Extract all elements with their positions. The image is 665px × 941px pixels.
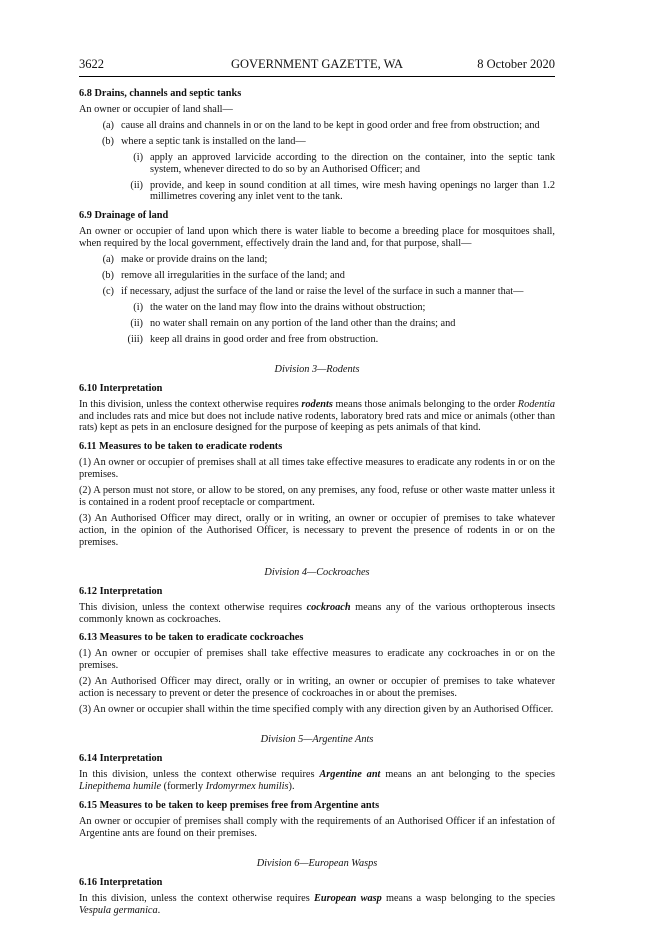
item-label: (ii) bbox=[130, 317, 143, 329]
section-6-16-heading: 6.16 Interpretation bbox=[79, 876, 163, 888]
item-label: (b) bbox=[101, 270, 114, 282]
species-name: Linepithema humile bbox=[79, 780, 162, 792]
item-label: (iii) bbox=[127, 333, 143, 345]
section-6-13-para-1: (1) An owner or occupier of premises shall take effective measures to eradicate any cockroaches in or on the premises. bbox=[79, 648, 555, 672]
section-6-8-item-a bbox=[79, 120, 555, 132]
section-6-9-item-c-i bbox=[79, 302, 555, 314]
item-label: (a) bbox=[102, 254, 114, 266]
item-text: apply an approved larvicide according to the direction on the container, into the septic tank system, whenever directed to do so by an Authorised Officer; and bbox=[150, 151, 555, 175]
publication-title: GOVERNMENT GAZETTE, WA bbox=[230, 57, 404, 71]
division-4-title: Division 4—Cockroaches bbox=[264, 566, 370, 578]
section-6-8-item-b-i bbox=[79, 152, 555, 176]
section-6-13-para-2: (2) An Authorised Officer may direct, orally or in writing, an owner or occupier of premises to take whatever action is necessary to prevent or deter the presence of cockroaches in or about the premises. bbox=[79, 676, 555, 700]
item-text: cause all drains and channels in or on the land to be kept in good order and free from obstruction; and bbox=[121, 119, 540, 131]
section-6-8-heading: 6.8 Drains, channels and septic tanks bbox=[79, 88, 242, 99]
division-6-title: Division 6—European Wasps bbox=[256, 857, 378, 869]
defined-term-rodents: rodents bbox=[301, 398, 333, 410]
section-6-9-item-a bbox=[79, 254, 555, 266]
section-6-10-text: In this division, unless the context otherwise requires rodents means those animals belonging to the order Rodentia and includes rats and mice but does not include native rodents, laboratory bred rats and mice or animals (other than rats) kept as pets in an enclosure designed for the purpose of keeping as pets animals of that kind. bbox=[79, 398, 555, 434]
section-6-12-text: This division, unless the context otherwise requires cockroach means any of the various orthopterous insects commonly known as cockroaches. bbox=[79, 601, 555, 625]
section-6-11-para-1: (1) An owner or occupier of premises shall at all times take effective measures to eradicate any rodents in or on the premises. bbox=[79, 457, 555, 481]
section-6-11-para-3: (3) An Authorised Officer may direct, orally or in writing, an owner or occupier of premises to take whatever action, in the opinion of the Authorised Officer, is necessary to prevent the presence of rodents in or on the premises. bbox=[79, 512, 555, 548]
section-6-9-item-c bbox=[79, 286, 555, 298]
defined-term-cockroach: cockroach bbox=[306, 601, 351, 613]
section-6-14-heading: 6.14 Interpretation bbox=[79, 753, 163, 764]
item-text: if necessary, adjust the surface of the land or raise the level of the surface in such a manner that— bbox=[121, 285, 524, 297]
item-label: (c) bbox=[102, 285, 114, 297]
section-6-13-heading: 6.13 Measures to be taken to eradicate cockroaches bbox=[79, 632, 304, 644]
section-6-9-item-b bbox=[79, 270, 555, 282]
item-text: make or provide drains on the land; bbox=[121, 254, 268, 266]
defined-term-european-wasp: European wasp bbox=[313, 892, 382, 904]
section-6-8-intro: An owner or occupier of land shall— bbox=[79, 104, 233, 115]
division-3-title: Division 3—Rodents bbox=[274, 363, 360, 375]
item-label: (i) bbox=[133, 301, 143, 313]
section-6-15-heading: 6.15 Measures to be taken to keep premises free from Argentine ants bbox=[79, 799, 380, 811]
section-6-16-text: In this division, unless the context otherwise requires European wasp means a wasp belonging to the species Vespula germanica. bbox=[79, 892, 555, 916]
item-text: where a septic tank is installed on the land— bbox=[121, 135, 306, 147]
item-label: (ii) bbox=[130, 179, 143, 191]
section-6-8-item-b bbox=[79, 136, 555, 148]
item-label: (i) bbox=[133, 151, 143, 163]
section-6-11-heading: 6.11 Measures to be taken to eradicate rodents bbox=[79, 441, 283, 453]
page-number: 3622 bbox=[79, 57, 104, 71]
defined-term-argentine-ant: Argentine ant bbox=[319, 769, 381, 780]
order-name: Rodentia bbox=[517, 398, 555, 410]
publication-date: 8 October 2020 bbox=[477, 57, 555, 71]
section-6-9-item-c-ii bbox=[79, 318, 555, 330]
section-6-8-item-b-ii bbox=[79, 180, 555, 204]
header-rule bbox=[79, 76, 555, 77]
page-header bbox=[79, 56, 555, 72]
section-6-11-para-2: (2) A person must not store, or allow to be stored, on any premises, any food, refuse or other waste matter unless it is contained in a rodent proof receptacle or compartment. bbox=[79, 485, 555, 509]
gazette-page bbox=[79, 56, 555, 916]
species-name: Vespula germanica bbox=[79, 904, 158, 916]
item-text: remove all irregularities in the surface of the land; and bbox=[121, 270, 345, 282]
section-6-12-heading: 6.12 Interpretation bbox=[79, 585, 163, 597]
section-6-9-heading: 6.9 Drainage of land bbox=[79, 210, 169, 222]
section-6-9-intro: An owner or occupier of land upon which there is water liable to become a breeding place for mosquitoes shall, when required by the local government, effectively drain the land and, for that purpose, shall— bbox=[79, 226, 555, 250]
section-6-10-heading: 6.10 Interpretation bbox=[79, 382, 163, 394]
item-text: the water on the land may flow into the drains without obstruction; bbox=[150, 301, 426, 313]
item-text: no water shall remain on any portion of the land other than the drains; and bbox=[150, 317, 456, 329]
item-text: provide, and keep in sound condition at all times, wire mesh having openings no larger than 1.2 millimetres covering any inlet vent to the tank. bbox=[150, 179, 555, 203]
section-6-9-item-c-iii bbox=[79, 334, 555, 346]
section-6-15-para-1: An owner or occupier of premises shall comply with the requirements of an Authorised Officer if an infestation of Argentine ants are found on their premises. bbox=[79, 815, 555, 839]
section-6-13-para-3: (3) An owner or occupier shall within the time specified comply with any direction given by an Authorised Officer. bbox=[79, 704, 554, 716]
former-species-name: Irdomyrmex humilis bbox=[205, 780, 289, 792]
item-text: keep all drains in good order and free from obstruction. bbox=[150, 333, 379, 345]
division-5-title: Division 5—Argentine Ants bbox=[260, 734, 374, 745]
item-label: (b) bbox=[101, 135, 114, 147]
section-6-14-text: In this division, unless the context otherwise requires Argentine ant means an ant belonging to the species Linepithema humile (formerly Irdomyrmex humilis). bbox=[79, 769, 555, 792]
item-label: (a) bbox=[102, 119, 114, 131]
